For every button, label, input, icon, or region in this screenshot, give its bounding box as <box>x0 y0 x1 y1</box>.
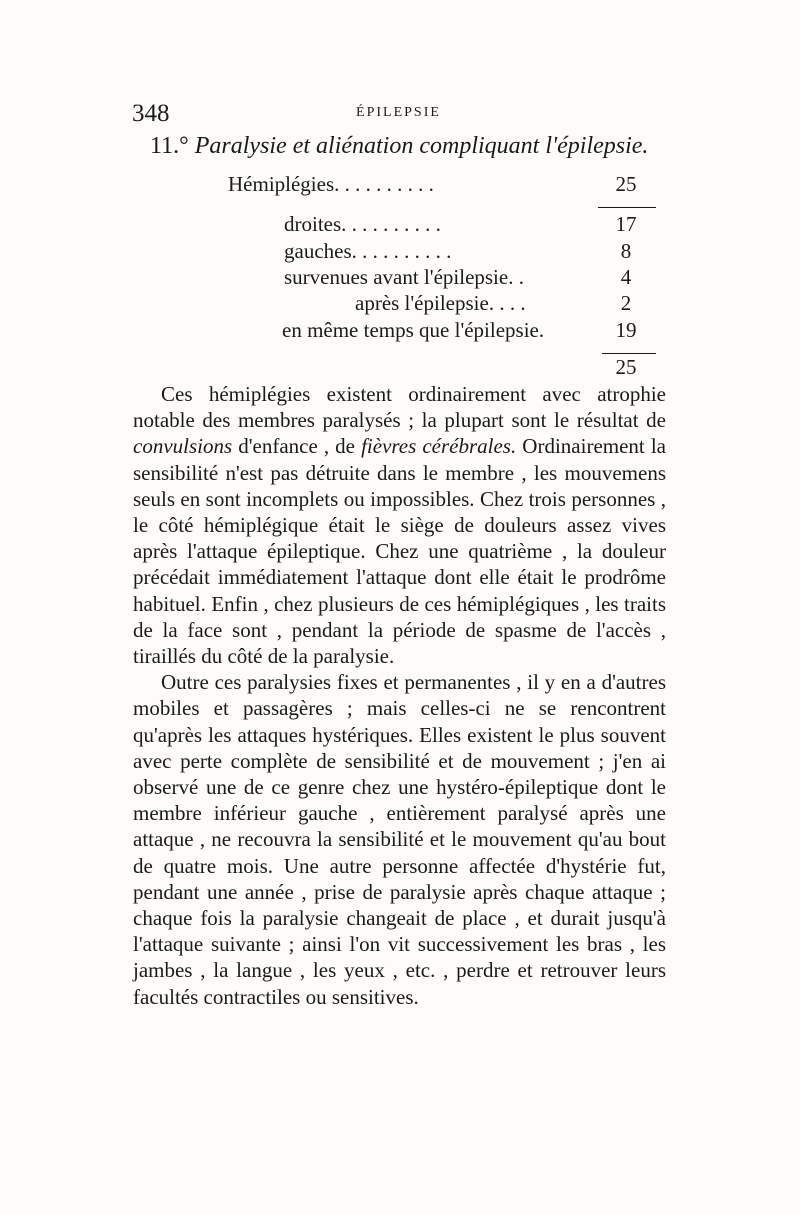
section-title-text: Paralysie et aliénation compliquant l'épilepsie. <box>194 133 649 159</box>
tally-total-label: Hémiplégies. . . . . . . . . . <box>228 172 434 196</box>
tally-row-label: gauches. . . . . . . . . . <box>284 239 452 263</box>
tally-row <box>0 212 800 242</box>
section-number: 11.° <box>150 133 189 159</box>
tally-row-value: 4 <box>620 265 632 289</box>
paragraph-1-part-b: d'enfance , de <box>232 434 362 459</box>
tally-row-label: après l'épilepsie. . . . <box>355 291 526 315</box>
tally-row-label: survenues avant l'épilepsie. . <box>284 265 524 289</box>
emphasis-fievres: fièvres cérébrales. <box>361 434 517 459</box>
body-text <box>133 381 666 1010</box>
running-title: ÉPILEPSIE <box>356 105 441 120</box>
tally-row-label: en même temps que l'épilepsie. <box>282 318 545 342</box>
section-title <box>150 133 648 160</box>
tally-rule-bottom <box>602 353 656 354</box>
paragraph-2: Outre ces paralysies fixes et permanentes , il y en a d'autres mobiles et passagères ; mais celles-ci ne se rencontrent qu'après les attaques hystériques. Elles existent le plus souvent avec perte complète de sensibilité et de mouvement ; j'en ai observé une de ce genre chez une hystéro-épileptique dont le membre inférieur gauche , entièrement paralysé après une attaque , ne recouvra la sensibilité et le mouvement qu'au bout de quatre mois. Une autre personne affectée d'hystérie fut, pendant une année , prise de paralysie après chaque attaque ; chaque fois la paralysie changeait de place , et durait jusqu'à l'attaque suivante ; ainsi l'on vit successivement les bras , les jambes , la langue , les yeux , etc. , perdre et retrouver leurs facultés contractiles ou sensitives. <box>133 670 666 1009</box>
paragraph-1-part-a: Ces hémiplégies existent ordinairement avec atrophie notable des membres paralysés ; la plupart sont le résultat de <box>133 382 666 433</box>
tally-total-row <box>0 172 800 202</box>
tally-total-value: 25 <box>615 172 637 196</box>
tally-row-value: 17 <box>615 212 637 236</box>
running-head <box>132 100 665 130</box>
tally-row <box>0 318 800 348</box>
emphasis-convulsions: convulsions <box>133 434 233 459</box>
tally-row-value: 8 <box>620 239 632 263</box>
paragraph-1 <box>133 381 666 669</box>
tally-rule-top <box>598 207 656 208</box>
tally-row-value: 19 <box>615 318 637 342</box>
tally-row <box>0 291 800 321</box>
page-number: 348 <box>132 100 170 127</box>
paragraph-1-part-c: Ordinairement la sensibilité n'est pas détruite dans le membre , les mouvemens seuls en sont incomplets ou impossibles. Chez trois personnes , le côté hémiplégique était le siège de douleurs assez vives après l'attaque épileptique. Chez une quatrième , la douleur précédait immédiatement l'attaque dont elle était le prodrôme habituel. Enfin , chez plusieurs de ces hémiplégiques , les traits de la face sont , pendant la période de spasme de l'accès , tiraillés du côté de la paralysie. <box>133 434 666 669</box>
tally-row-label: droites. . . . . . . . . . <box>284 212 441 236</box>
tally-row-value: 2 <box>620 291 632 315</box>
tally-sum-value: 25 <box>615 355 637 379</box>
